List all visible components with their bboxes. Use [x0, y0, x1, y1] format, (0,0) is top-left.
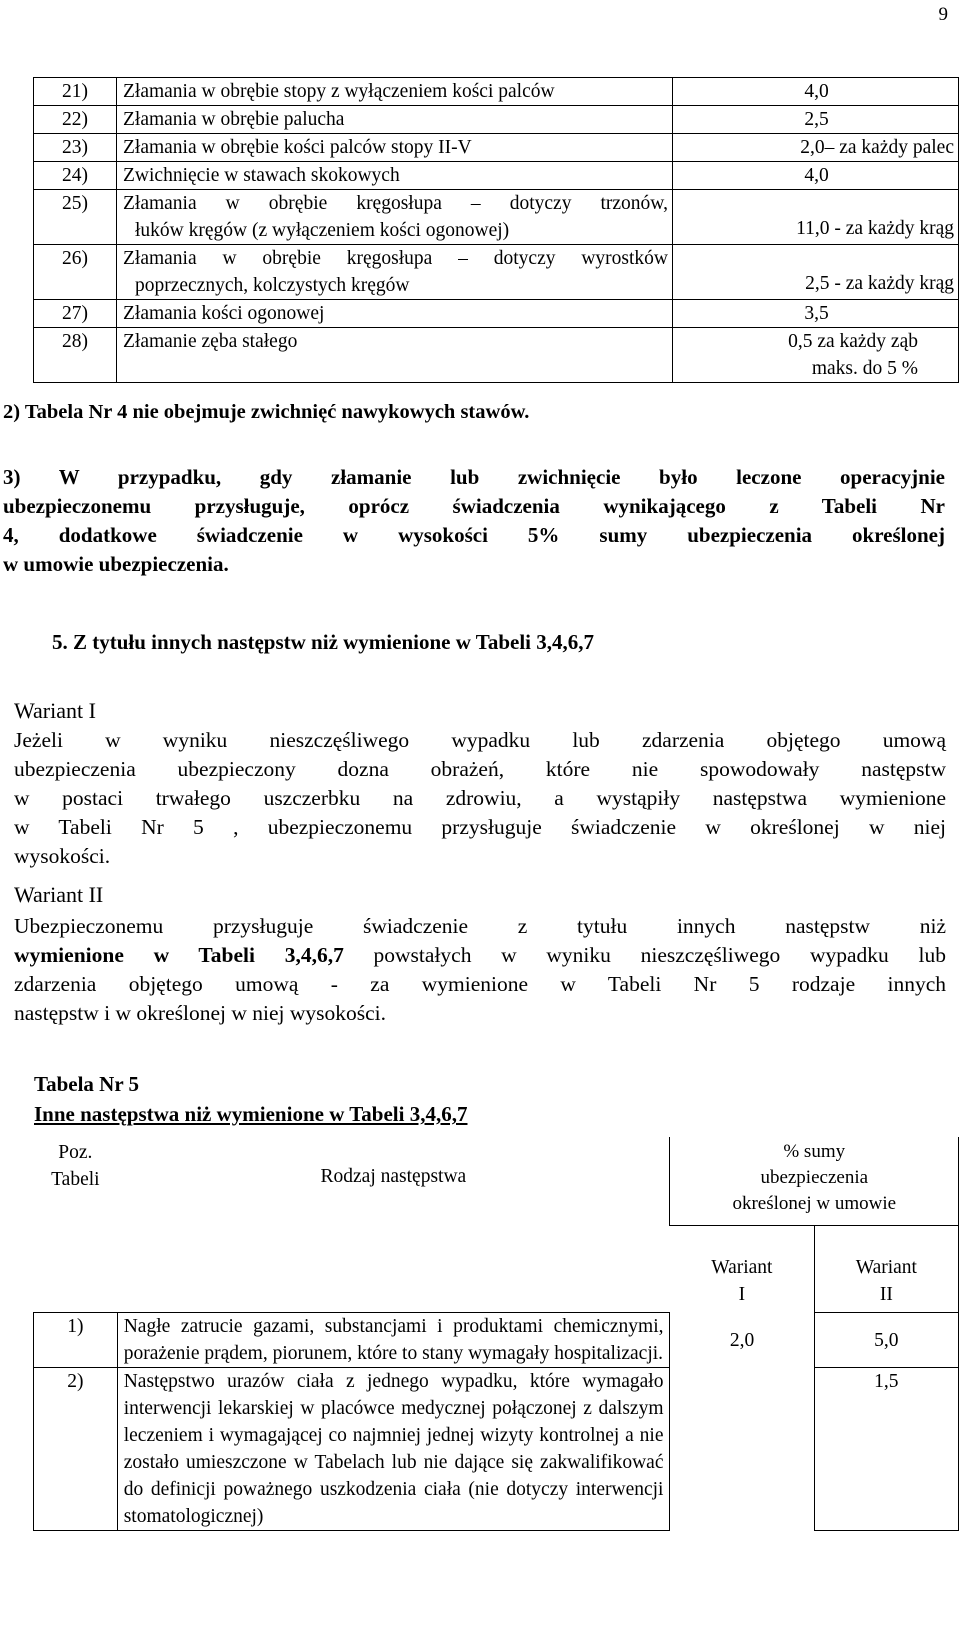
row-number: 23)	[34, 134, 117, 162]
table-row	[34, 328, 959, 383]
wariant-1-line: w Tabeli Nr 5 , ubezpieczonemu przysługuje świadczenie w określonej w niej	[14, 815, 946, 839]
row-description: Złamania w obrębie palucha	[117, 106, 673, 134]
row-value: 2,5	[673, 106, 959, 134]
row-number: 1)	[34, 1313, 118, 1368]
wariant-1-line: wysokości.	[14, 844, 111, 868]
note-3-line: 3) W przypadku, gdy złamanie lub zwichnięcie było leczone operacyjnie	[3, 465, 945, 489]
header-poz-tabeli	[34, 1137, 118, 1313]
wariant-2-title: Wariant II	[14, 882, 104, 907]
table-4-continuation	[33, 77, 959, 383]
row-description: Następstwo urazów ciała z jednego wypadku, które wymagało interwencji lekarskiej w placówce medycznej połączonej z dalszym leczeniem i wymagającej co najmniej jednej wizyty kontrolnej a nie zostało umieszczone w Tabelach lub nie dające się zakwalifikować do definicji poważnego uszkodzenia ciała (nie dotyczy interwencji stomatologicznej)	[117, 1368, 670, 1531]
table-row	[34, 1368, 959, 1531]
row-number: 25)	[34, 190, 117, 245]
header-rodzaj-label: Rodzaj następstwa	[320, 1166, 467, 1187]
table-row	[34, 190, 959, 245]
row-value: 4,0	[673, 162, 959, 190]
note-3-line: 4, dodatkowe świadczenie w wysokości 5% sumy ubezpieczenia określonej	[3, 523, 945, 547]
row-description-line: Złamanie zęba stałego	[123, 331, 298, 352]
table-row	[34, 162, 959, 190]
table-5-header-row	[34, 1137, 959, 1226]
wariant-1-title: Wariant I	[14, 698, 96, 723]
header-wariant-ii-word: Wariant	[855, 1257, 917, 1278]
note-3	[3, 463, 945, 579]
row-description: Zwichnięcie w stawach skokowych	[117, 162, 673, 190]
wariant-1-line: w postaci trwałego uszczerbku na zdrowiu, a wystąpiły następstwa wymienione	[14, 786, 946, 810]
row-value-wariant-ii: 5,0	[814, 1313, 958, 1368]
row-number: 2)	[34, 1368, 118, 1531]
row-value: 11,0 - za każdy krąg	[673, 190, 959, 245]
table-5-subtitle: Inne następstwa niż wymienione w Tabeli 3,4,6,7	[34, 1102, 468, 1126]
wariant-2-line: zdarzenia objętego umową - za wymienione w Tabeli Nr 5 rodzaje innych	[14, 972, 946, 996]
wariant-1-line: Jeżeli w wyniku nieszczęśliwego wypadku lub zdarzenia objętego umową	[14, 728, 946, 752]
wariant-2-line	[14, 941, 946, 970]
row-value-wariant-i: 2,0	[729, 1329, 755, 1351]
row-description	[117, 245, 673, 300]
table-row	[34, 300, 959, 328]
row-description	[117, 190, 673, 245]
row-number: 28)	[34, 328, 117, 383]
row-value-wariant-i	[670, 1368, 814, 1531]
row-number: 22)	[34, 106, 117, 134]
header-wariant-ii-num: II	[879, 1284, 893, 1305]
row-description: Złamania kości ogonowej	[117, 300, 673, 328]
row-description: Złamania w obrębie stopy z wyłączeniem kości palców	[117, 78, 673, 106]
header-wariant-ii	[814, 1226, 958, 1313]
row-value: 4,0	[673, 78, 959, 106]
row-number: 21)	[34, 78, 117, 106]
row-number: 24)	[34, 162, 117, 190]
row-value-line: maks. do 5 %	[811, 358, 918, 379]
wariant-2-line: następstw i w określonej w niej wysokości.	[14, 1001, 387, 1025]
row-description-line: poprzecznych, kolczystych kręgów	[135, 275, 410, 296]
row-description-line: Złamania w obrębie kręgosłupa – dotyczy trzonów,	[123, 193, 668, 214]
header-sumy-line: określonej w umowie	[732, 1193, 897, 1214]
header-sumy-line: ubezpieczenia	[760, 1167, 869, 1188]
header-wariant-i-num: I	[738, 1284, 746, 1305]
row-value: 2,5 - za każdy krąg	[673, 245, 959, 300]
note-3-line: ubezpieczonemu przysługuje, oprócz świadczenia wynikającego z Tabeli Nr	[3, 494, 945, 518]
table-row	[34, 78, 959, 106]
row-description: Złamania w obrębie kości palców stopy II-V	[117, 134, 673, 162]
row-value-line: 0,5 za każdy ząb	[788, 331, 918, 352]
header-wariant-i	[670, 1226, 814, 1313]
header-sumy	[670, 1137, 959, 1226]
row-value: 2,0– za każdy palec	[673, 134, 959, 162]
header-rodzaj	[117, 1137, 670, 1313]
table-5	[33, 1137, 959, 1531]
section-5-heading: 5. Z tytułu innych następstw niż wymienione w Tabeli 3,4,6,7	[52, 630, 595, 654]
header-poz: Poz.	[58, 1142, 93, 1163]
table-row	[34, 1313, 959, 1368]
wariant-1-line: ubezpieczenia ubezpieczony dozna obrażeń, które nie spowodowały następstw	[14, 757, 946, 781]
header-sumy-line: % sumy	[783, 1141, 846, 1162]
wariant-2-line-rest: powstałych w wyniku nieszczęśliwego wypadku lub	[343, 943, 946, 967]
note-2: 2) Tabela Nr 4 nie obejmuje zwichnięć nawykowych stawów.	[3, 401, 530, 423]
page-number: 9	[938, 4, 948, 25]
row-description	[117, 328, 673, 383]
wariant-2-text	[14, 912, 946, 1028]
row-value: 3,5	[673, 300, 959, 328]
row-description-line: łuków kręgów (z wyłączeniem kości ogonowej)	[135, 220, 510, 241]
table-row	[34, 106, 959, 134]
row-description: Nagłe zatrucie gazami, substancjami i produktami chemicznymi, porażenie prądem, piorunem, które to stany wymagały hospitalizacji.	[117, 1313, 670, 1368]
table-row	[34, 245, 959, 300]
wariant-2-line: Ubezpieczonemu przysługuje świadczenie z tytułu innych następstw niż	[14, 914, 946, 938]
row-description-line: Złamania w obrębie kręgosłupa – dotyczy wyrostków	[123, 248, 668, 269]
row-number: 27)	[34, 300, 117, 328]
note-3-line: w umowie ubezpieczenia.	[3, 552, 229, 576]
row-number: 26)	[34, 245, 117, 300]
row-value	[673, 328, 959, 383]
header-wariant-i-word: Wariant	[711, 1257, 773, 1278]
row-value-wariant-ii: 1,5	[814, 1368, 958, 1531]
table-row	[34, 134, 959, 162]
wariant-2-bold-ref: wymienione w Tabeli 3,4,6,7	[14, 943, 344, 967]
wariant-1-text	[14, 726, 946, 871]
header-tabeli: Tabeli	[51, 1169, 100, 1190]
table-5-title: Tabela Nr 5	[34, 1072, 140, 1096]
